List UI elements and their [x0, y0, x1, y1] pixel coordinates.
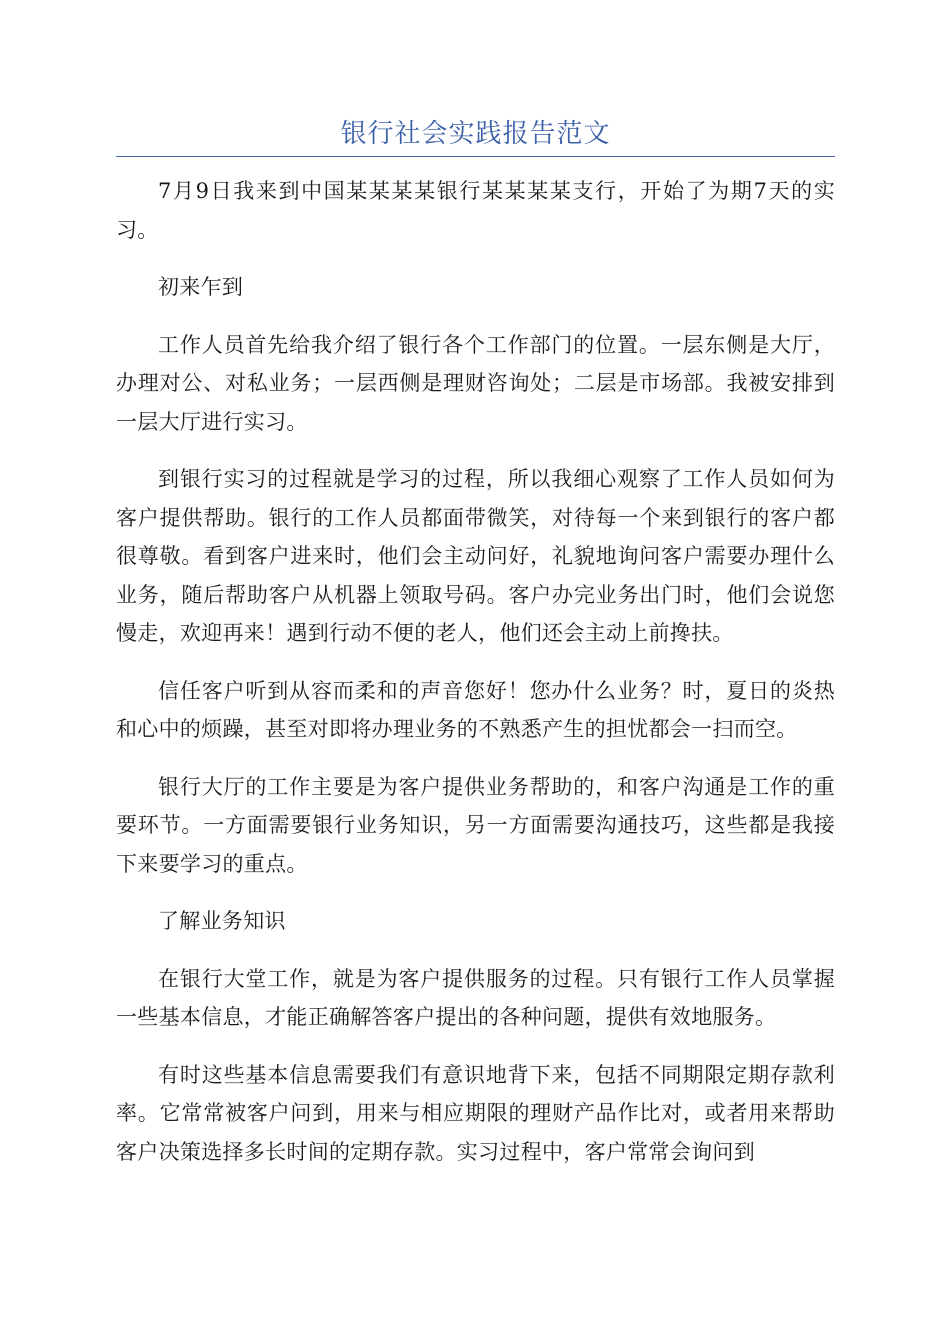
paragraph: 到银行实习的过程就是学习的过程，所以我细心观察了工作人员如何为客户提供帮助。银行的工作人员都面带微笑，对待每一个来到银行的客户都很尊敬。看到客户进来时，他们会主动问好，礼貌地询问客户需要办理什么业务，随后帮助客户从机器上领取号码。客户办完业务出门时，他们会说您慢走，欢迎再来！遇到行动不便的老人，他们还会主动上前搀扶。 — [116, 467, 835, 645]
section-heading: 初来乍到 — [158, 275, 244, 299]
paragraph: 银行大厅的工作主要是为客户提供业务帮助的，和客户沟通是工作的重要环节。一方面需要银行业务知识，另一方面需要沟通技巧，这些都是我接下来要学习的重点。 — [116, 774, 835, 876]
paragraph: 7月9日我来到中国某某某某银行某某某某支行，开始了为期7天的实习。 — [116, 179, 835, 242]
paragraph: 有时这些基本信息需要我们有意识地背下来，包括不同期限定期存款利率。它常常被客户问到，用来与相应期限的理财产品作比对，或者用来帮助客户决策选择多长时间的定期存款。实习过程中，客户常常会询问到 — [116, 1062, 835, 1164]
paragraph: 信任客户听到从容而柔和的声音您好！您办什么业务？时，夏日的炎热和心中的烦躁，甚至对即将办理业务的不熟悉产生的担忧都会一扫而空。 — [116, 678, 835, 741]
paragraph: 工作人员首先给我介绍了银行各个工作部门的位置。一层东侧是大厅，办理对公、对私业务；一层西侧是理财咨询处；二层是市场部。我被安排到一层大厅进行实习。 — [116, 332, 835, 434]
section-heading: 了解业务知识 — [158, 909, 286, 933]
paragraph: 在银行大堂工作，就是为客户提供服务的过程。只有银行工作人员掌握一些基本信息，才能正确解答客户提出的各种问题，提供有效地服务。 — [116, 966, 835, 1029]
title-block — [116, 112, 835, 157]
document-body — [116, 172, 835, 1190]
document-title: 银行社会实践报告范文 — [340, 119, 611, 149]
